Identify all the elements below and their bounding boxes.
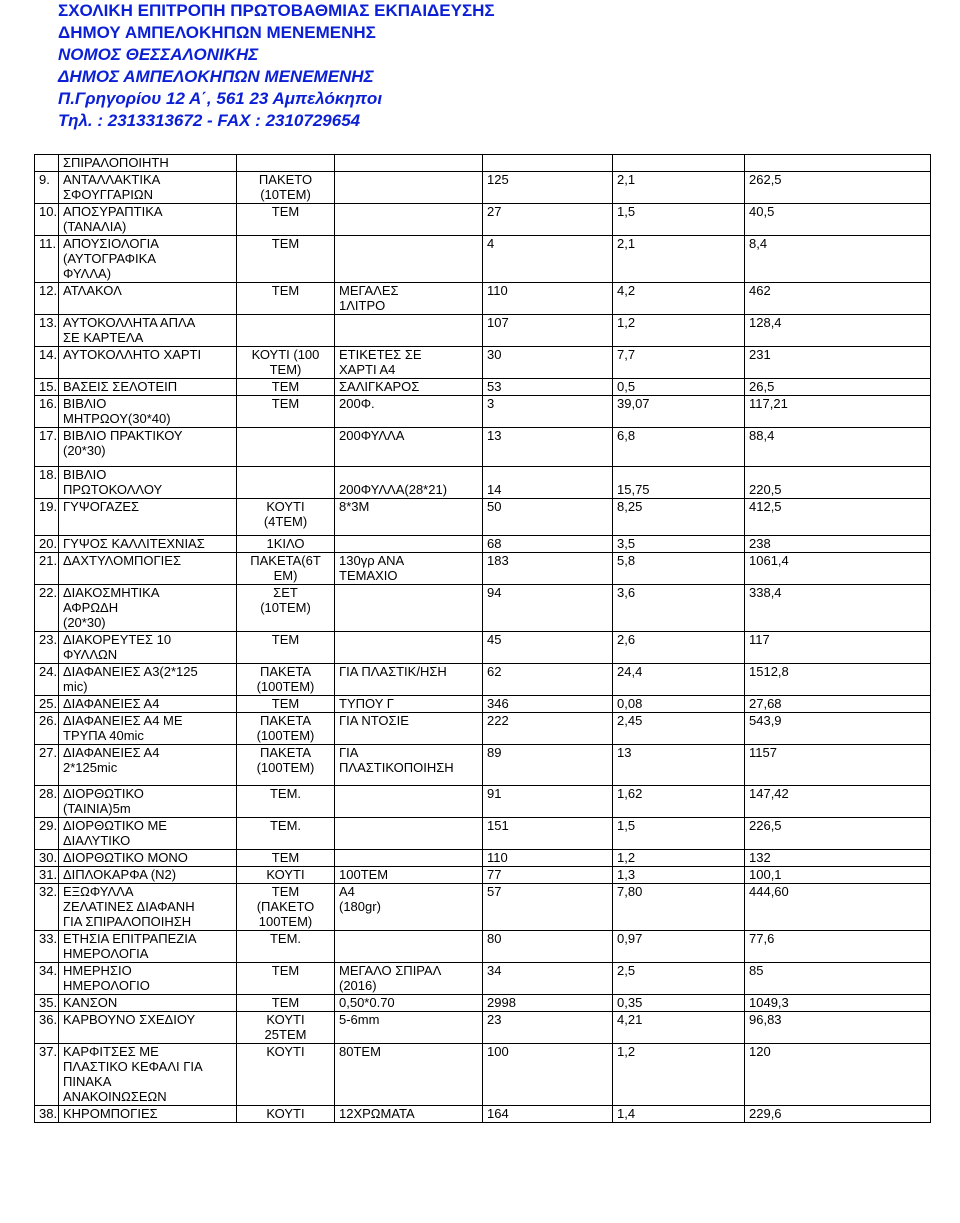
item-unit-price: 3,5 [613, 536, 745, 553]
table-row [35, 867, 931, 884]
item-number: 18. [35, 467, 59, 499]
item-spec: 12ΧΡΩΜΑΤΑ [335, 1106, 483, 1123]
table-row [35, 963, 931, 995]
item-spec: 200ΦΥΛΛΑ(28*21) [335, 467, 483, 499]
item-description: ΔΙΟΡΘΩΤΙΚΟ (ΤΑΙΝΙΑ)5m [59, 786, 237, 818]
item-unit-price [613, 155, 745, 172]
item-unit: ΚΟΥΤΙ 25ΤΕΜ [237, 1012, 335, 1044]
item-unit [237, 467, 335, 499]
item-total: 96,83 [745, 1012, 931, 1044]
item-number: 20. [35, 536, 59, 553]
item-number: 30. [35, 850, 59, 867]
item-number: 10. [35, 204, 59, 236]
letterhead [58, 0, 495, 132]
item-unit-price: 2,45 [613, 713, 745, 745]
item-description: ΑΠΟΥΣΙΟΛΟΓΙΑ (ΑΥΤΟΓΡΑΦΙΚΑ ΦΥΛΛΑ) [59, 236, 237, 283]
item-spec [335, 818, 483, 850]
item-unit-price: 2,5 [613, 963, 745, 995]
table-row [35, 396, 931, 428]
item-number: 37. [35, 1044, 59, 1106]
item-quantity: 346 [483, 696, 613, 713]
item-unit-price: 2,1 [613, 172, 745, 204]
item-quantity: 68 [483, 536, 613, 553]
item-total: 229,6 [745, 1106, 931, 1123]
item-spec [335, 931, 483, 963]
item-total: 88,4 [745, 428, 931, 467]
item-spec [335, 786, 483, 818]
item-number: 15. [35, 379, 59, 396]
item-unit: ΤΕΜ. [237, 818, 335, 850]
table-row [35, 931, 931, 963]
item-total: 238 [745, 536, 931, 553]
item-unit: ΤΕΜ. [237, 786, 335, 818]
item-number: 19. [35, 499, 59, 536]
item-description: ΔΙΟΡΘΩΤΙΚΟ ΜΕ ΔΙΑΛΥΤΙΚΟ [59, 818, 237, 850]
item-number: 27. [35, 745, 59, 786]
item-unit-price: 1,2 [613, 1044, 745, 1106]
item-total: 40,5 [745, 204, 931, 236]
item-spec: ΜΕΓΑΛΟ ΣΠΙΡΑΛ (2016) [335, 963, 483, 995]
item-number: 32. [35, 884, 59, 931]
item-unit: ΤΕΜ. [237, 931, 335, 963]
item-spec: ΓΙΑ ΠΛΑΣΤΙΚ/ΗΣΗ [335, 664, 483, 696]
item-spec [335, 850, 483, 867]
item-unit-price: 1,3 [613, 867, 745, 884]
table-row [35, 745, 931, 786]
item-total: 120 [745, 1044, 931, 1106]
item-total: 132 [745, 850, 931, 867]
table-row [35, 283, 931, 315]
item-unit-price: 3,6 [613, 585, 745, 632]
item-unit-price: 1,2 [613, 850, 745, 867]
item-number: 23. [35, 632, 59, 664]
item-description: ΚΑΝΣΟΝ [59, 995, 237, 1012]
table-row [35, 236, 931, 283]
item-unit-price: 1,2 [613, 315, 745, 347]
supplies-table [34, 154, 931, 1123]
item-number: 21. [35, 553, 59, 585]
item-total: 462 [745, 283, 931, 315]
item-spec [335, 236, 483, 283]
item-quantity: 77 [483, 867, 613, 884]
item-spec: ΓΙΑ ΠΛΑΣΤΙΚΟΠΟΙΗΣΗ [335, 745, 483, 786]
item-quantity: 100 [483, 1044, 613, 1106]
table-row [35, 553, 931, 585]
item-number: 36. [35, 1012, 59, 1044]
item-total: 77,6 [745, 931, 931, 963]
item-unit: ΤΕΜ [237, 236, 335, 283]
table-row [35, 585, 931, 632]
item-unit [237, 315, 335, 347]
item-quantity: 4 [483, 236, 613, 283]
table-row [35, 696, 931, 713]
item-unit: ΣΕΤ (10ΤΕΜ) [237, 585, 335, 632]
table-row [35, 347, 931, 379]
item-total: 85 [745, 963, 931, 995]
item-total: 1512,8 [745, 664, 931, 696]
item-description: ΔΙΑΦΑΝΕΙΕΣ Α4 [59, 696, 237, 713]
item-unit-price: 24,4 [613, 664, 745, 696]
item-description: ΣΠΙΡΑΛΟΠΟΙΗΤΗ [59, 155, 237, 172]
item-unit: ΤΕΜ [237, 632, 335, 664]
item-unit-price: 4,21 [613, 1012, 745, 1044]
table-row [35, 155, 931, 172]
item-unit-price: 4,2 [613, 283, 745, 315]
item-quantity: 125 [483, 172, 613, 204]
item-unit: ΠΑΚΕΤΟ (10ΤΕΜ) [237, 172, 335, 204]
letterhead-line-address: Π.Γρηγορίου 12 Α΄, 561 23 Αμπελόκηποι [58, 89, 383, 108]
item-number: 28. [35, 786, 59, 818]
item-total: 220,5 [745, 467, 931, 499]
item-spec: ΓΙΑ ΝΤΟΣΙΕ [335, 713, 483, 745]
item-quantity: 107 [483, 315, 613, 347]
item-quantity: 164 [483, 1106, 613, 1123]
letterhead-line-prefecture: ΝΟΜΟΣ ΘΕΣΣΑΛΟΝΙΚΗΣ [58, 45, 259, 64]
item-spec: ΕΤΙΚΕΤΕΣ ΣΕ ΧΑΡΤΙ Α4 [335, 347, 483, 379]
item-unit: ΠΑΚΕΤΑ (100ΤΕΜ) [237, 664, 335, 696]
letterhead-line-phone: Τηλ. : 2313313672 - FAX : 2310729654 [58, 111, 361, 130]
table-row [35, 315, 931, 347]
item-description: ΑΥΤΟΚΟΛΛΗΤΟ ΧΑΡΤΙ [59, 347, 237, 379]
item-number: 11. [35, 236, 59, 283]
item-unit-price: 1,4 [613, 1106, 745, 1123]
item-total: 1061,4 [745, 553, 931, 585]
letterhead-line-committee: ΣΧΟΛΙΚΗ ΕΠΙΤΡΟΠΗ ΠΡΩΤΟΒΑΘΜΙΑΣ ΕΚΠΑΙΔΕΥΣΗΣ [58, 1, 495, 20]
item-unit-price: 39,07 [613, 396, 745, 428]
item-description: ΔΑΧΤΥΛΟΜΠΟΓΙΕΣ [59, 553, 237, 585]
item-unit-price: 13 [613, 745, 745, 786]
item-description: ΑΠΟΣΥΡΑΠΤΙΚΑ (ΤΑΝΑΛΙΑ) [59, 204, 237, 236]
item-total: 100,1 [745, 867, 931, 884]
table-row [35, 713, 931, 745]
table-row [35, 204, 931, 236]
item-total: 27,68 [745, 696, 931, 713]
item-quantity: 62 [483, 664, 613, 696]
item-quantity: 80 [483, 931, 613, 963]
item-unit-price: 0,97 [613, 931, 745, 963]
table-row [35, 172, 931, 204]
item-total: 231 [745, 347, 931, 379]
item-total: 117 [745, 632, 931, 664]
item-description: ΔΙΑΦΑΝΕΙΕΣ Α3(2*125 mic) [59, 664, 237, 696]
item-unit-price: 1,5 [613, 204, 745, 236]
item-unit [237, 428, 335, 467]
item-number [35, 155, 59, 172]
item-unit-price: 0,5 [613, 379, 745, 396]
item-unit: ΠΑΚΕΤΑ (100ΤΕΜ) [237, 745, 335, 786]
table-row [35, 467, 931, 499]
item-unit: ΚΟΥΤΙ [237, 1044, 335, 1106]
item-description: ΚΑΡΦΙΤΣΕΣ ΜΕ ΠΛΑΣΤΙΚΟ ΚΕΦΑΛΙ ΓΙΑ ΠΙΝΑΚΑ ΑΝΑΚΟΙΝΩΣΕΩΝ [59, 1044, 237, 1106]
item-number: 33. [35, 931, 59, 963]
item-description: ΓΥΨΟΣ ΚΑΛΛΙΤΕΧΝΙΑΣ [59, 536, 237, 553]
item-spec [335, 204, 483, 236]
item-description: ΔΙΑΦΑΝΕΙΕΣ Α4 ΜΕ ΤΡΥΠΑ 40mic [59, 713, 237, 745]
item-unit-price: 8,25 [613, 499, 745, 536]
item-unit-price: 6,8 [613, 428, 745, 467]
letterhead-line-municipality: ΔΗΜΟΥ ΑΜΠΕΛΟΚΗΠΩΝ ΜΕΝΕΜΕΝΗΣ [58, 23, 376, 42]
item-total: 1157 [745, 745, 931, 786]
item-number: 35. [35, 995, 59, 1012]
item-quantity: 23 [483, 1012, 613, 1044]
item-spec: Α4 (180gr) [335, 884, 483, 931]
item-number: 29. [35, 818, 59, 850]
item-total: 338,4 [745, 585, 931, 632]
table-row [35, 632, 931, 664]
item-description: ΒΙΒΛΙΟ ΠΡΩΤΟΚΟΛΛΟΥ [59, 467, 237, 499]
item-unit: ΤΕΜ [237, 204, 335, 236]
item-unit-price: 1,5 [613, 818, 745, 850]
item-unit-price: 0,08 [613, 696, 745, 713]
item-quantity: 53 [483, 379, 613, 396]
letterhead-line-municipality-2: ΔΗΜΟΣ ΑΜΠΕΛΟΚΗΠΩΝ ΜΕΝΕΜΕΝΗΣ [58, 67, 374, 86]
item-spec: 200Φ. [335, 396, 483, 428]
item-quantity: 89 [483, 745, 613, 786]
item-quantity [483, 155, 613, 172]
item-unit: ΤΕΜ [237, 396, 335, 428]
table-row [35, 1044, 931, 1106]
item-description: ΕΤΗΣΙΑ ΕΠΙΤΡΑΠΕΖΙΑ ΗΜΕΡΟΛΟΓΙΑ [59, 931, 237, 963]
item-total: 262,5 [745, 172, 931, 204]
item-number: 16. [35, 396, 59, 428]
item-quantity: 222 [483, 713, 613, 745]
item-number: 24. [35, 664, 59, 696]
item-number: 9. [35, 172, 59, 204]
item-total: 117,21 [745, 396, 931, 428]
item-unit: ΚΟΥΤΙ [237, 1106, 335, 1123]
item-spec: 130γρ ΑΝΑ ΤΕΜΑΧΙΟ [335, 553, 483, 585]
item-number: 14. [35, 347, 59, 379]
item-quantity: 110 [483, 850, 613, 867]
item-total: 444,60 [745, 884, 931, 931]
item-unit: ΚΟΥΤΙ (4ΤΕΜ) [237, 499, 335, 536]
item-total: 412,5 [745, 499, 931, 536]
item-spec [335, 632, 483, 664]
item-total [745, 155, 931, 172]
item-spec: 0,50*0.70 [335, 995, 483, 1012]
item-description: ΔΙΑΚΟΡΕΥΤΕΣ 10 ΦΥΛΛΩΝ [59, 632, 237, 664]
item-spec: ΣΑΛΙΓΚΑΡΟΣ [335, 379, 483, 396]
item-unit-price: 7,80 [613, 884, 745, 931]
item-quantity: 30 [483, 347, 613, 379]
item-unit-price: 2,1 [613, 236, 745, 283]
item-description: ΑΥΤΟΚΟΛΛΗΤΑ ΑΠΛΑ ΣΕ ΚΑΡΤΕΛΑ [59, 315, 237, 347]
item-description: ΑΝΤΑΛΛΑΚΤΙΚΑ ΣΦΟΥΓΓΑΡΙΩΝ [59, 172, 237, 204]
item-unit: ΠΑΚΕΤΑ (100ΤΕΜ) [237, 713, 335, 745]
table-row [35, 536, 931, 553]
item-spec: 200ΦΥΛΛΑ [335, 428, 483, 467]
item-unit: ΚΟΥΤΙ (100 ΤΕΜ) [237, 347, 335, 379]
item-unit: ΤΕΜ [237, 995, 335, 1012]
item-unit: ΤΕΜ [237, 379, 335, 396]
item-total: 8,4 [745, 236, 931, 283]
item-unit: ΤΕΜ [237, 850, 335, 867]
table-row [35, 786, 931, 818]
item-spec [335, 172, 483, 204]
item-spec [335, 536, 483, 553]
item-unit-price: 1,62 [613, 786, 745, 818]
item-spec: ΜΕΓΑΛΕΣ 1ΛΙΤΡΟ [335, 283, 483, 315]
item-number: 31. [35, 867, 59, 884]
item-unit: ΤΕΜ [237, 283, 335, 315]
item-description: ΑΤΛΑΚΟΛ [59, 283, 237, 315]
item-quantity: 45 [483, 632, 613, 664]
table-row [35, 379, 931, 396]
item-number: 17. [35, 428, 59, 467]
item-quantity: 91 [483, 786, 613, 818]
item-unit: ΤΕΜ [237, 963, 335, 995]
item-description: ΗΜΕΡΗΣΙΟ ΗΜΕΡΟΛΟΓΙΟ [59, 963, 237, 995]
item-unit: ΤΕΜ [237, 696, 335, 713]
item-number: 25. [35, 696, 59, 713]
item-total: 26,5 [745, 379, 931, 396]
item-quantity: 50 [483, 499, 613, 536]
item-unit-price: 5,8 [613, 553, 745, 585]
item-number: 12. [35, 283, 59, 315]
table-row [35, 428, 931, 467]
item-description: ΔΙΠΛΟΚΑΡΦΑ (Ν2) [59, 867, 237, 884]
table-row [35, 884, 931, 931]
item-description: ΔΙΑΚΟΣΜΗΤΙΚΑ ΑΦΡΩΔΗ (20*30) [59, 585, 237, 632]
item-number: 26. [35, 713, 59, 745]
table-row [35, 850, 931, 867]
item-spec: 8*3Μ [335, 499, 483, 536]
item-description: ΔΙΟΡΘΩΤΙΚΟ ΜΟΝΟ [59, 850, 237, 867]
item-spec: 80ΤΕΜ [335, 1044, 483, 1106]
item-total: 226,5 [745, 818, 931, 850]
item-unit-price: 0,35 [613, 995, 745, 1012]
item-quantity: 94 [483, 585, 613, 632]
item-spec: ΤΥΠΟΥ Γ [335, 696, 483, 713]
item-description: ΒΑΣΕΙΣ ΣΕΛΟΤΕΙΠ [59, 379, 237, 396]
item-unit-price: 7,7 [613, 347, 745, 379]
item-unit: ΚΟΥΤΙ [237, 867, 335, 884]
item-spec: 5-6mm [335, 1012, 483, 1044]
item-spec: 100ΤΕΜ [335, 867, 483, 884]
item-description: ΒΙΒΛΙΟ ΜΗΤΡΩΟΥ(30*40) [59, 396, 237, 428]
item-description: ΔΙΑΦΑΝΕΙΕΣ Α4 2*125mic [59, 745, 237, 786]
item-spec [335, 585, 483, 632]
item-spec [335, 155, 483, 172]
item-unit-price: 2,6 [613, 632, 745, 664]
item-quantity: 110 [483, 283, 613, 315]
item-unit [237, 155, 335, 172]
table-row [35, 995, 931, 1012]
item-spec [335, 315, 483, 347]
item-quantity: 183 [483, 553, 613, 585]
item-unit: ΤΕΜ (ΠΑΚΕΤΟ 100ΤΕΜ) [237, 884, 335, 931]
item-quantity: 27 [483, 204, 613, 236]
table-row [35, 818, 931, 850]
item-description: ΒΙΒΛΙΟ ΠΡΑΚΤΙΚΟΥ (20*30) [59, 428, 237, 467]
table-row [35, 1012, 931, 1044]
item-total: 128,4 [745, 315, 931, 347]
item-unit: ΠΑΚΕΤΑ(6Τ ΕΜ) [237, 553, 335, 585]
item-quantity: 57 [483, 884, 613, 931]
table-row [35, 664, 931, 696]
item-description: ΕΞΩΦΥΛΛΑ ΖΕΛΑΤΙΝΕΣ ΔΙΑΦΑΝΗ ΓΙΑ ΣΠΙΡΑΛΟΠΟΙΗΣΗ [59, 884, 237, 931]
item-quantity: 151 [483, 818, 613, 850]
item-description: ΚΗΡΟΜΠΟΓΙΕΣ [59, 1106, 237, 1123]
item-unit-price: 15,75 [613, 467, 745, 499]
item-quantity: 13 [483, 428, 613, 467]
table-row [35, 1106, 931, 1123]
item-quantity: 3 [483, 396, 613, 428]
item-unit: 1ΚΙΛΟ [237, 536, 335, 553]
item-number: 34. [35, 963, 59, 995]
item-quantity: 2998 [483, 995, 613, 1012]
item-description: ΚΑΡΒΟΥΝΟ ΣΧΕΔΙΟΥ [59, 1012, 237, 1044]
item-quantity: 34 [483, 963, 613, 995]
item-number: 13. [35, 315, 59, 347]
item-total: 543,9 [745, 713, 931, 745]
item-number: 38. [35, 1106, 59, 1123]
table-row [35, 499, 931, 536]
item-quantity: 14 [483, 467, 613, 499]
item-number: 22. [35, 585, 59, 632]
item-total: 147,42 [745, 786, 931, 818]
item-total: 1049,3 [745, 995, 931, 1012]
item-description: ΓΥΨΟΓΑΖΕΣ [59, 499, 237, 536]
